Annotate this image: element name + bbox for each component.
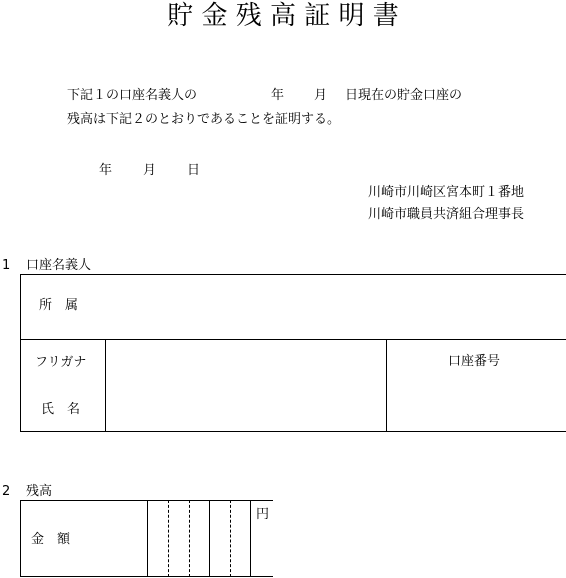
- intro-day-suffix: 日現在の貯金口座の: [345, 88, 463, 103]
- affiliation-label: 所 属: [39, 298, 79, 313]
- date-month-label: 月: [143, 163, 157, 178]
- table1-top-border: [20, 274, 566, 275]
- digit-separator-3: [230, 500, 231, 577]
- intro-month-label: 月: [314, 88, 328, 103]
- date-year-label: 年: [99, 163, 113, 178]
- account-number-label: 口座番号: [448, 354, 501, 369]
- table2-label-divider: [147, 500, 148, 577]
- date-day-label: 日: [187, 163, 201, 178]
- intro-year-label: 年: [271, 88, 285, 103]
- furigana-label: フリガナ: [35, 355, 87, 370]
- table1-account-divider: [386, 339, 387, 432]
- name-label: 氏 名: [41, 402, 81, 417]
- intro-line2: 残高は下記２のとおりであることを証明する。: [67, 112, 341, 127]
- table1-left-border: [20, 274, 21, 432]
- table1-label-divider: [105, 339, 106, 432]
- issuer-address: 川崎市川崎区宮本町１番地: [368, 185, 525, 200]
- yen-label: 円: [256, 507, 270, 522]
- digit-separator-1: [168, 500, 169, 577]
- issuer-name: 川崎市職員共済組合理事長: [368, 207, 525, 222]
- table1-bottom-border: [20, 431, 566, 432]
- document-title: 貯 金 残 高 証 明 書: [167, 1, 399, 31]
- table1-mid-border: [20, 339, 566, 340]
- table2-units-divider: [250, 500, 251, 577]
- table2-left-border: [20, 500, 21, 577]
- section1-number: 1: [2, 258, 11, 273]
- section1-heading: 口座名義人: [26, 258, 92, 273]
- section2-number: 2: [2, 484, 11, 499]
- section2-heading: 残高: [26, 484, 53, 499]
- digit-separator-2: [189, 500, 190, 577]
- intro-line1-prefix: 下記１の口座名義人の: [67, 88, 198, 103]
- amount-label: 金 額: [31, 532, 71, 547]
- table2-thousands-divider: [209, 500, 210, 577]
